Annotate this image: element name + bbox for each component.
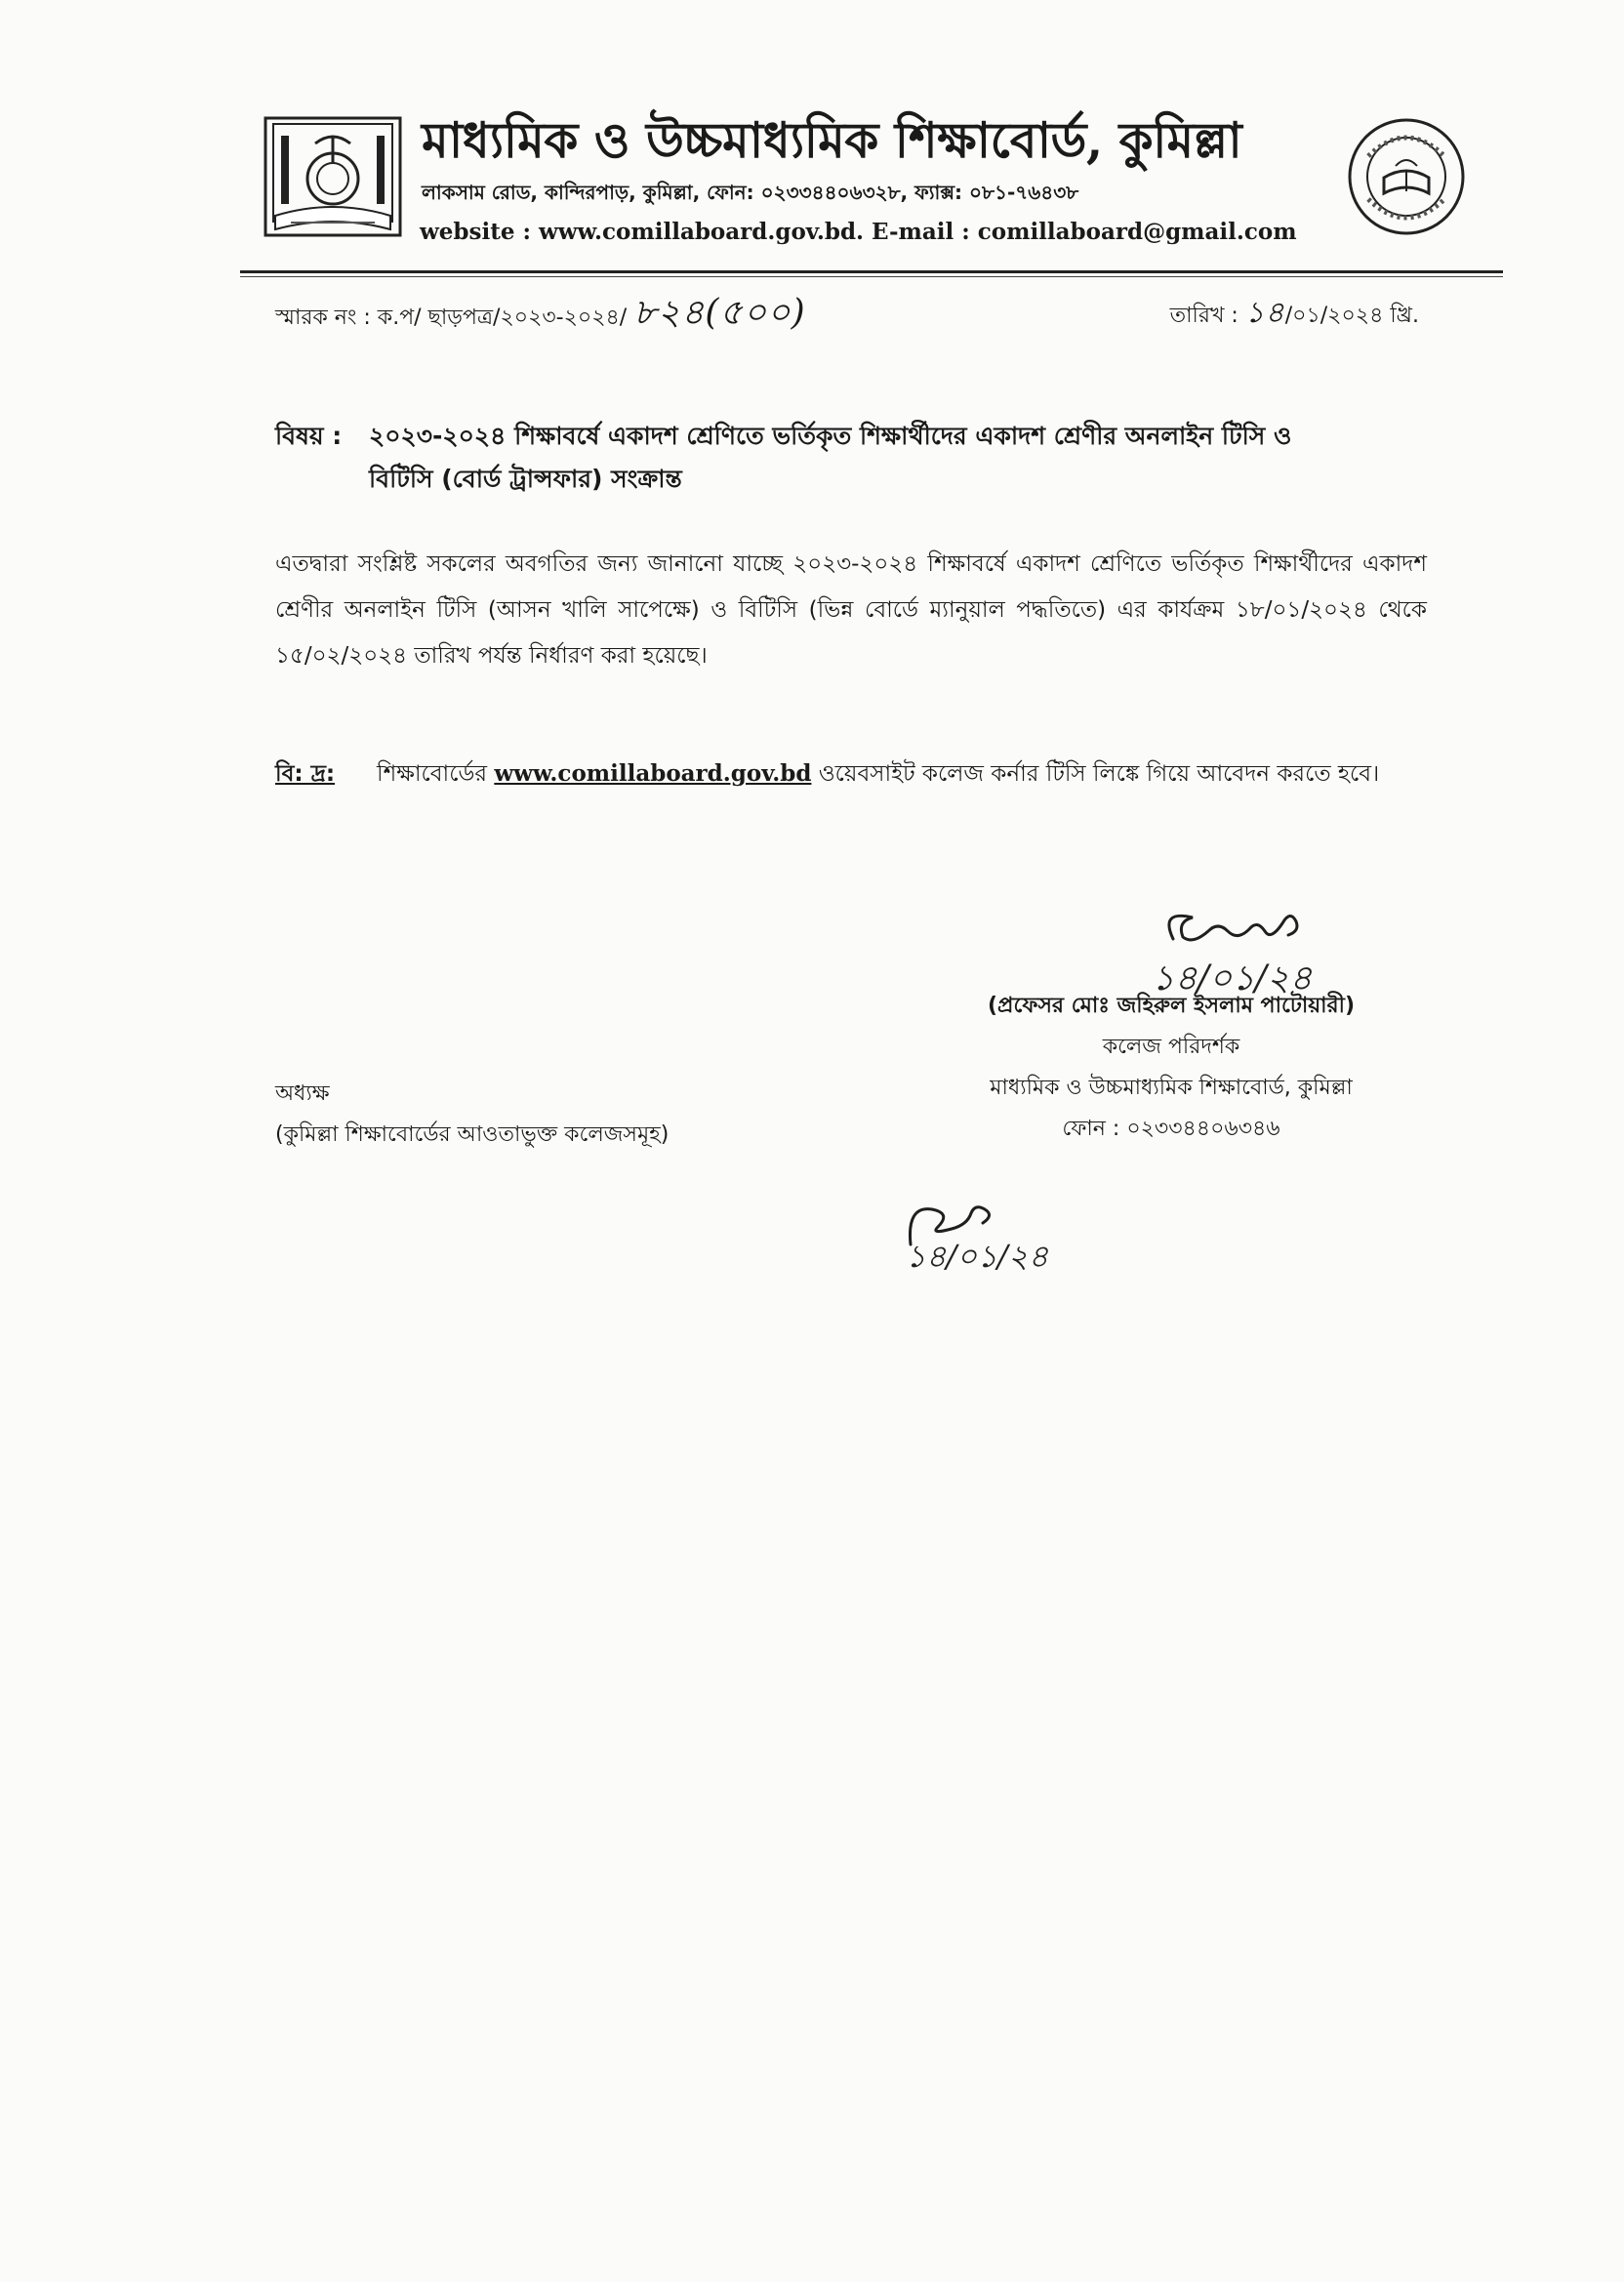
note-text-before: শিক্ষাবোর্ডের (377, 761, 488, 787)
board-name-heading: মাধ্যমিক ও উচ্চমাধ্যমিক শিক্ষাবোর্ড, কুমিল্লা (422, 111, 1242, 169)
memo-date-rest: /০১/২০২৪ খ্রি. (1284, 304, 1419, 328)
signatory-organization: মাধ্যমিক ও উচ্চমাধ্যমিক শিক্ষাবোর্ড, কুমিল্লা (990, 1076, 1353, 1100)
recipient-title: অধ্যক্ষ (275, 1081, 330, 1106)
memo-date-label: তারিখ : (1169, 304, 1238, 328)
subject-label: বিষয় : (275, 422, 343, 450)
memo-ref-label: স্মারক নং : ক.প/ ছাড়পত্র/২০২৩-২০২৪/ (275, 306, 628, 330)
note-text-after: ওয়েবসাইট কলেজ কর্নার টিসি লিঙ্কে গিয়ে আবেদন করতে হবে। (818, 761, 1380, 787)
note-block (275, 752, 1427, 796)
memo-ref-number: ৮২৪(৫০০) (633, 293, 806, 333)
signature-block (917, 986, 1425, 1150)
board-address: লাকসাম রোড, কান্দিরপাড়, কুমিল্লা, ফোন: ০২৩৩৪৪০৬৩২৮, ফ্যাক্স: ০৮১-৭৬৪৩৮ (422, 181, 1079, 204)
note-label: বি: দ্র: (275, 761, 336, 787)
signatory-designation: কলেজ পরিদর্শক (1102, 1035, 1240, 1059)
memo-reference (275, 295, 806, 337)
signatory-phone: ফোন : ০২৩৩৪৪০৬৩৪৬ (1062, 1117, 1280, 1141)
recipient-block (275, 1074, 669, 1156)
receipt-date: ১৪/০১/২৪ (906, 1238, 1049, 1275)
subject-line-2: বিটিসি (বোর্ড ট্রান্সফার) সংক্রান্ত (369, 465, 682, 493)
memo-date-day: ১৪ (1244, 296, 1285, 330)
subject-line-1: ২০২৩-২০২৪ শিক্ষাবর্ষে একাদশ শ্রেণিতে ভর্তিকৃত শিক্ষার্থীদের একাদশ শ্রেণীর অনলাইন টিসি ও (369, 422, 1292, 450)
board-seal-logo (1347, 117, 1466, 236)
board-crest-logo (262, 114, 404, 239)
note-text (377, 752, 1427, 796)
letterhead-divider-thin (240, 276, 1503, 277)
recipient-scope: (কুমিল্লা শিক্ষাবোর্ডের আওতাভুক্ত কলেজসমূহ) (275, 1122, 670, 1147)
body-paragraph: এতদ্বারা সংশ্লিষ্ট সকলের অবগতির জন্য জানানো যাচ্ছে ২০২৩-২০২৪ শিক্ষাবর্ষে একাদশ শ্রেণিতে ভর্তিকৃত শিক্ষার্থীদের একাদশ শ্রেণীর অনলাইন টিসি (আসন খালি সাপেক্ষে) ও বিটিসি (ভিন্ন বোর্ডে ম্যানুয়াল পদ্ধতিতে) এর কার্যক্রম ১৮/০১/২০২৪ থেকে ১৫/০২/২০২৪ তারিখ পর্যন্ত নির্ধারণ করা হয়েছে। (275, 551, 1427, 669)
letterhead-divider (240, 270, 1503, 273)
website-link[interactable]: www.comillaboard.gov.bd (494, 760, 812, 787)
signatory-name: (প্রফেসর মোঃ জহিরুল ইসলাম পাটোয়ারী) (988, 994, 1355, 1018)
board-contact-line: website : www.comillaboard.gov.bd. E-mail : comillaboard@gmail.com (420, 219, 1297, 245)
subject-block (275, 415, 1427, 501)
memo-date (1170, 295, 1419, 335)
signature-date: ১৪/০১/২৪ (1152, 958, 1313, 998)
